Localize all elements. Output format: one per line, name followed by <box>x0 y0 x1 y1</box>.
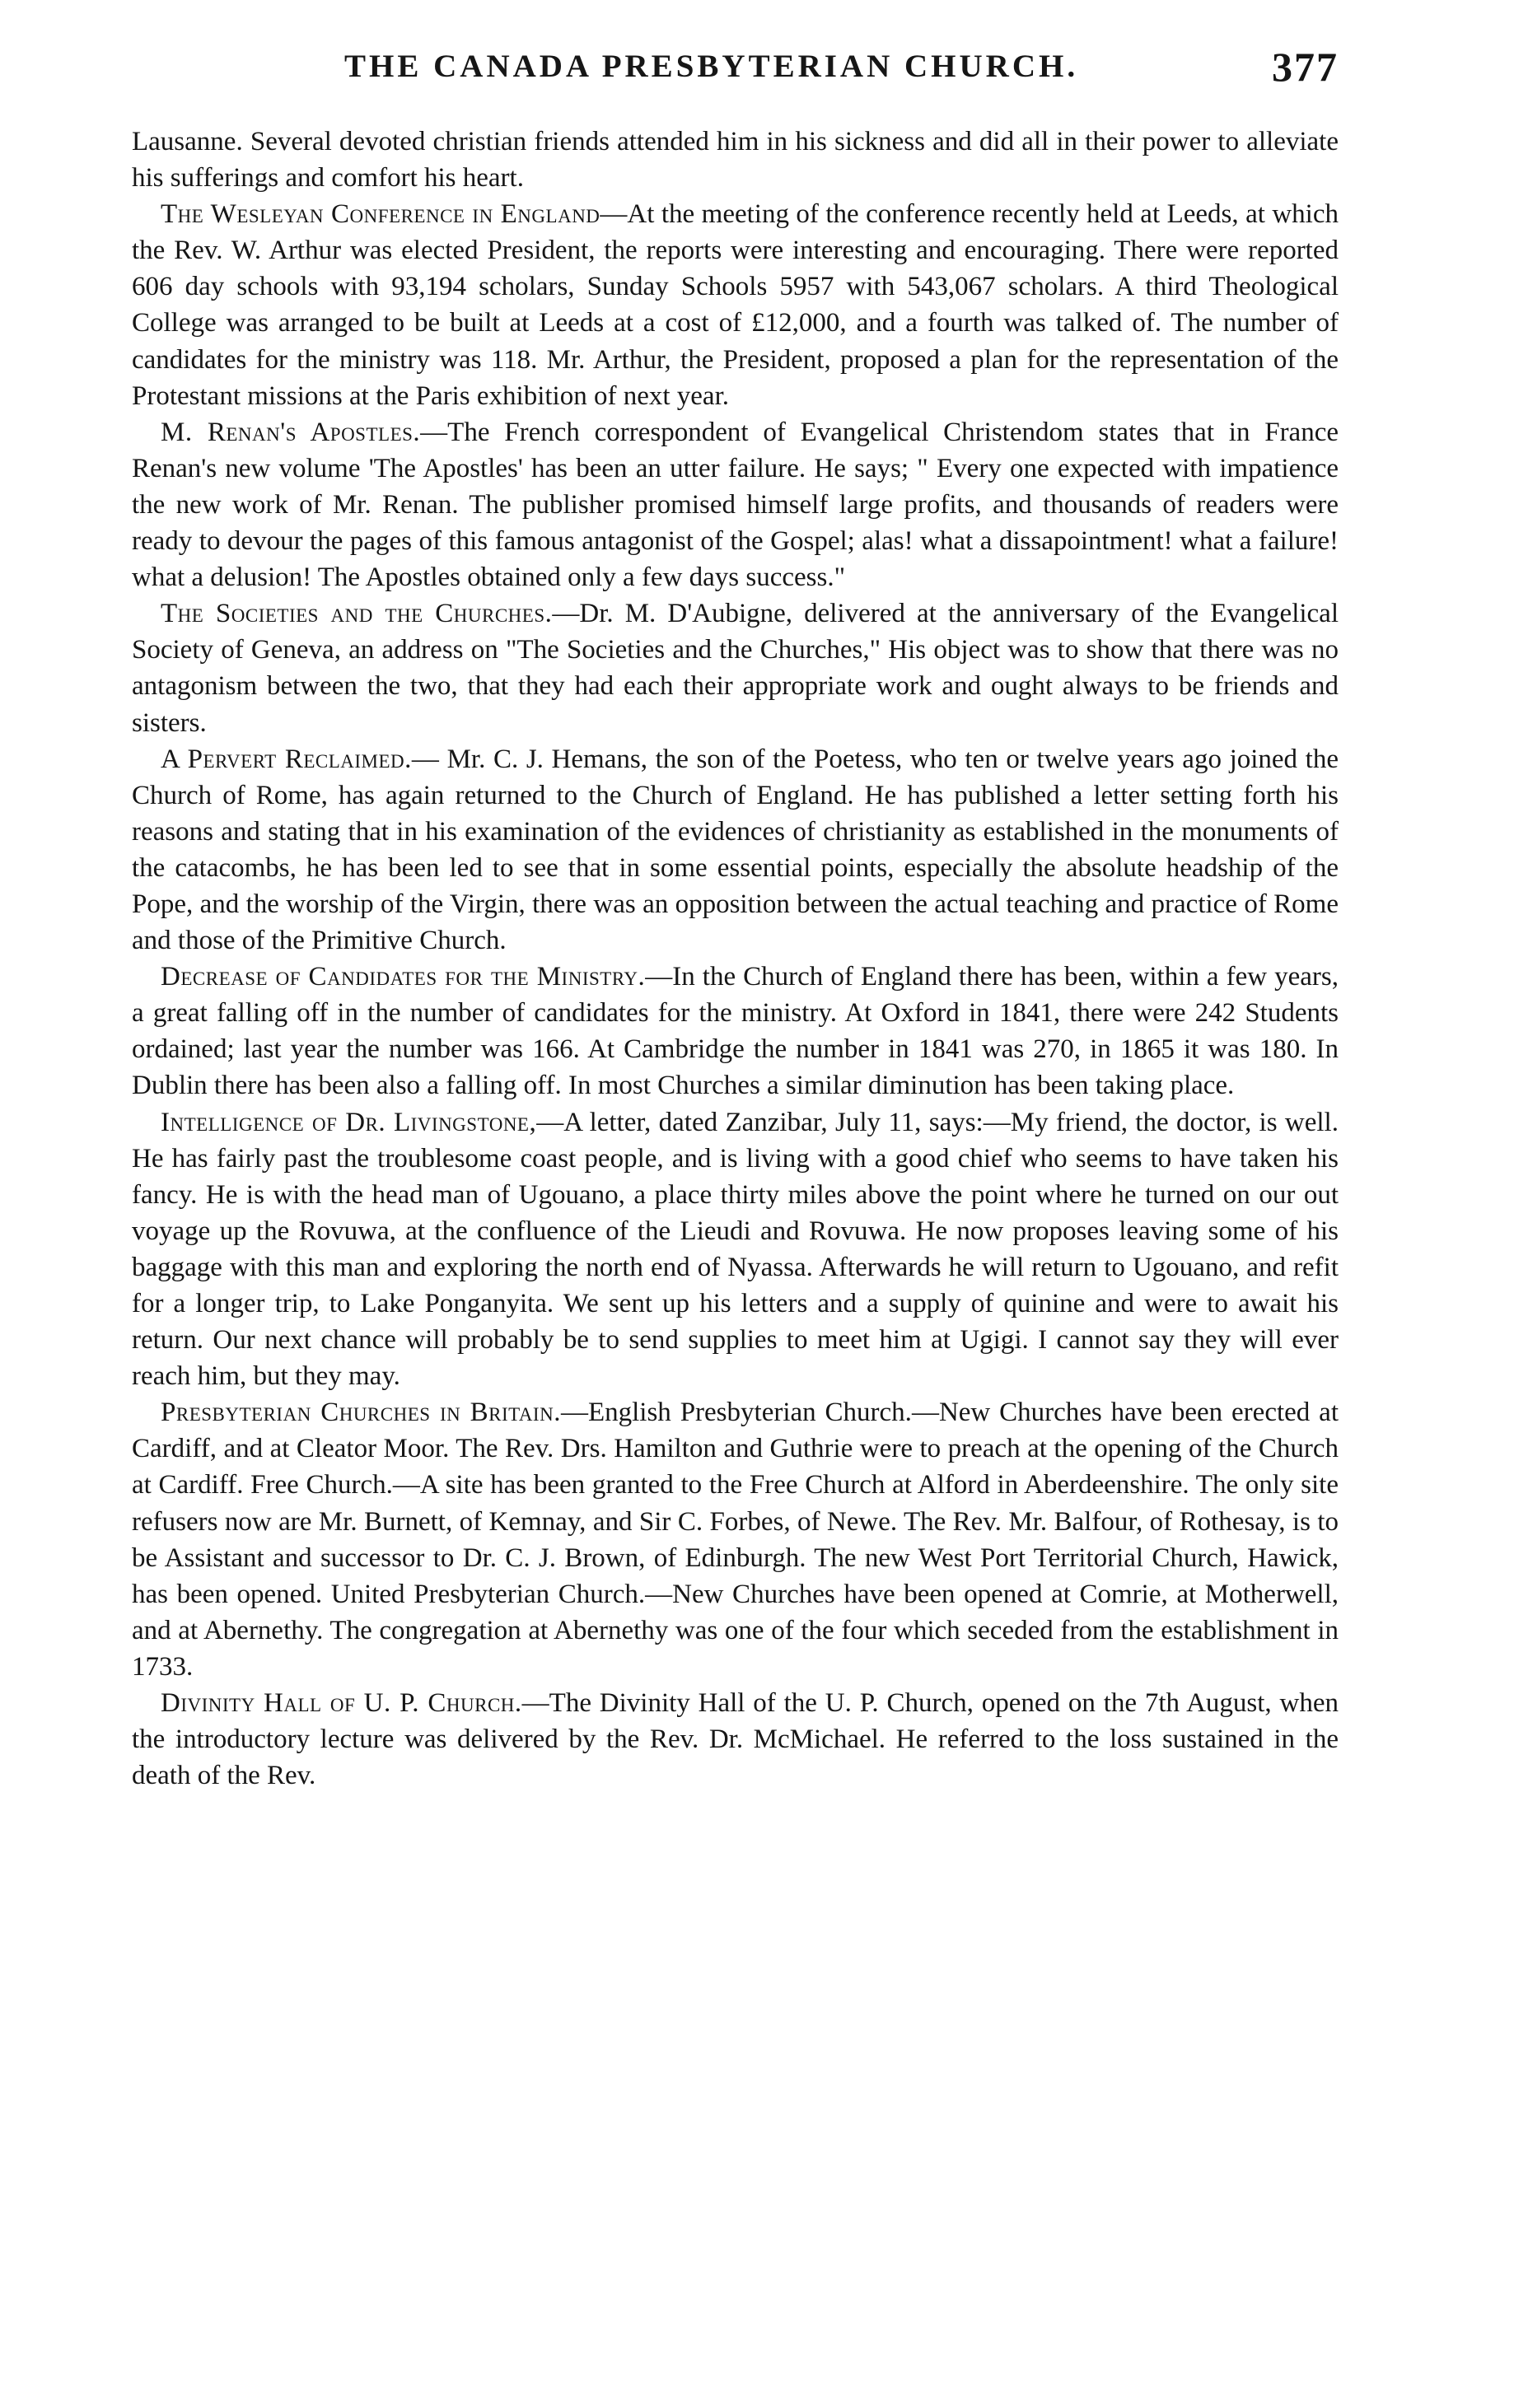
section-heading: Divinity Hall of U. P. Church. <box>161 1688 522 1719</box>
paragraph-text: — <box>560 1398 588 1428</box>
paragraph-decrease-of-candidates <box>132 959 1339 1104</box>
paragraph-text: 606 day schools with 93,194 scholars, Sunday Schools 5957 with 543,067 scholars. A third Theological College was arranged to be built at Leeds at a cost of £12,000, and a fourth was talked of. The number of candidates for the ministry was 118. Mr. Arthur, the President, proposed a plan for the representation of the Protestant missions at the Paris exhibition of next year. <box>132 272 1339 411</box>
paragraph-text: —A letter, dated Zanzibar, July 11, says:—My friend, the doctor, is well. He has fairly past the troublesome coast people, and is living with a good chief who seems to have taken his fancy. He is with the head man of Ugouano, a place thirty miles above the point where he turned on our out voyage up the Rovuwa, at the confluence of the Lieudi and Rovuwa. He now proposes leaving some of his baggage with this man and exploring the north end of Nyassa. Afterwards he will return to Ugouano, and refit for a longer trip, to Lake Ponganyita. We sent up his letters and a supply of quinine and were to await his return. Our next chance will probably be to send supplies to meet him at Ugigi. I cannot say they will ever reach him, but they may. <box>132 1107 1339 1392</box>
paragraph-renan-apostles <box>132 414 1339 595</box>
paragraph-text: for the ministry. At Oxford in 1841, there were 242 Students ordained; last year the number was 166. At Cambridge the number in 1841 was 270, in 1865 it was 180. In Dublin there has been also a falling off. In most Churches a similar diminution has been taking place. <box>132 998 1339 1101</box>
paragraph-text: —In the Church of England <box>645 962 959 992</box>
italic-text: Mr. Renan. The publisher promised himself large profits, and thousands of <box>332 489 1185 520</box>
paragraph-pervert-reclaimed <box>132 741 1339 959</box>
section-heading: Presbyterian Churches in Britain. <box>161 1398 561 1428</box>
italic-text: Free Church. <box>250 1470 393 1500</box>
section-heading: The Societies and the Churches. <box>161 599 553 629</box>
running-title: THE CANADA PRESBYTERIAN CHURCH. <box>344 49 1079 84</box>
paragraph-presbyterian-churches-britain <box>132 1394 1339 1685</box>
paragraph-lausanne-continuation <box>132 124 1339 196</box>
section-heading: Decrease of Candidates for the Ministry. <box>161 962 646 992</box>
article-text <box>132 124 1339 1794</box>
italic-text: United Presbyterian Church. <box>330 1579 646 1609</box>
paragraph-text: —Dr. M. D'Aubigne, delivered at the anniversary of the Evangelical Society of Geneva, an address on "The Societies and the Churches," His object was to show that there was no antagonism between the two, that they had each their appropriate work and ought always to be friends and sisters. <box>132 599 1339 738</box>
italic-text: there has been, within a few years, a great falling off in the number of candidates <box>132 962 1339 1029</box>
paragraph-divinity-hall <box>132 1685 1339 1794</box>
paragraph-text: —New Churches have been erected at Cardiff, and at Cleator Moor. The Rev. Drs. Hamilton and Guthrie were to preach at the opening of the Church at Cardiff. <box>132 1398 1339 1500</box>
paragraph-text: Lausanne. Several devoted christian friends attended him in his sickness and did all in their power to alleviate his sufferings and comfort his heart. <box>132 127 1339 194</box>
paragraph-wesleyan-conference <box>132 196 1339 414</box>
italic-text: The Apostles <box>317 562 460 593</box>
paragraph-text: —The French correspondent of Evangelical Christendom states that in France Renan's new volume 'The Apostles' has been an utter failure. He says; " Every one expected with impatience the new work of <box>132 417 1339 520</box>
page-number: 377 <box>1272 44 1339 90</box>
section-heading: A Pervert Reclaimed. <box>161 744 412 774</box>
running-head <box>132 43 1339 100</box>
italic-text: Mr. C. J. Hemans, the son of the Poetess, who <box>446 744 957 774</box>
section-heading: M. Renan's Apostles. <box>161 417 421 447</box>
paragraph-text: —The Divinity Hall of the U. P. Church, opened on the 7th August, when the introductory lecture was delivered by the Rev. Dr. McMichael. He referred to the loss sustained in the death of the Rev. <box>132 1688 1339 1791</box>
paragraph-text: —New Churches have been opened at Comrie, at Motherwell, and at Abernethy. The congregation at Abernethy was one of the four which seceded from the establishment in 1733. <box>132 1579 1339 1682</box>
paragraph-text: obtained only a few days success." <box>460 562 846 593</box>
paragraph-text: readers were ready to devour the pages of this famous antagonist of the Gospel; alas! what a dissapointment! what a failure! what a delusion! <box>132 489 1339 593</box>
paragraph-livingstone-intelligence <box>132 1104 1339 1395</box>
italic-text: interesting and encouraging. There were reported <box>792 236 1339 266</box>
section-heading: The Wesleyan Conference in England <box>161 199 600 230</box>
section-heading: Intelligence of Dr. Livingstone, <box>161 1107 537 1137</box>
paragraph-text: —A site has been granted to the Free Church at Alford in Aberdeenshire. The only site refusers now are Mr. Burnett, of Kemnay, and Sir C. Forbes, of Newe. The Rev. Mr. Balfour, of Rothesay, is to be Assistant and successor to Dr. C. J. Brown, of Edinburgh. The new West Port Territorial Church, Hawick, has been opened. <box>132 1470 1339 1609</box>
paragraph-text: —At the meeting of the conference recently held at Leeds, at which the Rev. W. Arthur was elected President, the reports were <box>132 199 1339 266</box>
paragraph-societies-and-churches <box>132 595 1339 740</box>
paragraph-text: ten or twelve years ago joined the Church of Rome, has again returned to the Church of England. He has published a letter setting forth his reasons and stating that in his examination of the evidences of christianity as established in the monuments of the catacombs, he has been led to see that in some essential points, especially the absolute headship of the Pope, and the worship of the Virgin, there was an opposition between the actual teaching and practice of Rome and those of the Primitive Church. <box>132 744 1339 956</box>
italic-text: English Presbyterian Church. <box>587 1398 912 1428</box>
paragraph-text: — <box>411 744 447 774</box>
